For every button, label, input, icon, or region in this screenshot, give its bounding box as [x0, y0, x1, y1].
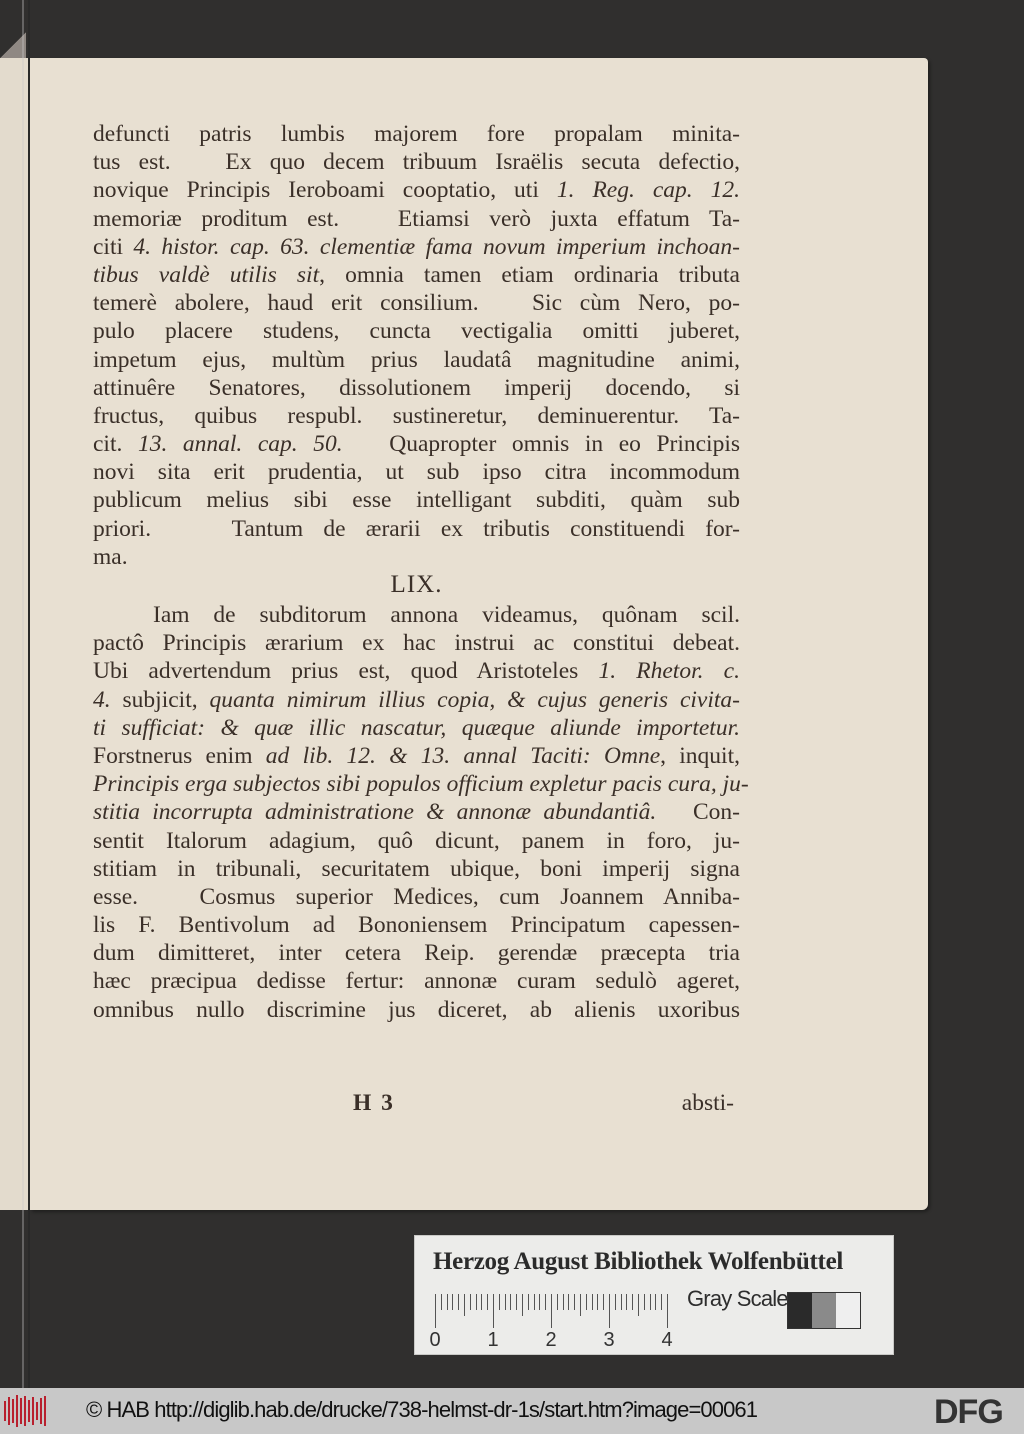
ruler-tick	[609, 1294, 610, 1328]
text-line: stitiam in tribunali, securitatem ubique, boni imperij signa	[93, 855, 740, 882]
ruler-label: 2	[545, 1329, 557, 1351]
text-line: defuncti patris lumbis majorem fore propalam minita-	[93, 121, 740, 147]
text-line: omnibus nullo discrimine jus diceret, ab alienis uxoribus	[93, 996, 740, 1023]
ruler-tick	[574, 1294, 575, 1310]
text-line: novique Principis Ieroboami cooptatio, uti 1. Reg. cap. 12.	[93, 177, 740, 204]
text-line: hæc præcipua dedisse fertur: annonæ curam sedulò ageret,	[93, 968, 740, 995]
ruler-label: 4	[661, 1329, 673, 1351]
ruler-tick	[545, 1294, 546, 1310]
glass-reflection-line	[22, 0, 24, 1388]
ruler-tick	[632, 1294, 633, 1310]
paragraph-section-lix	[93, 601, 749, 1024]
page-text	[93, 120, 749, 1024]
text-line: fructus, quibus respubl. sustineretur, deminuerentur. Ta-	[93, 402, 740, 429]
ruler-tick	[644, 1294, 645, 1310]
text-line: ma.	[93, 543, 128, 570]
ruler-tick	[597, 1294, 598, 1310]
ruler-tick	[499, 1294, 500, 1310]
text-line: sentit Italorum adagium, quô dicunt, panem in foro, ju-	[93, 827, 740, 854]
ruler-tick	[516, 1294, 517, 1310]
ruler-label: 0	[429, 1329, 441, 1351]
ruler-tick	[522, 1294, 523, 1316]
ruler-tick	[487, 1294, 488, 1310]
text-line: lis F. Bentivolum ad Bononiensem Principatum capessen-	[93, 912, 740, 939]
text-line: pactô Principis ærarium ex hac instrui ac constitui debeat.	[93, 630, 740, 657]
ruler-tick	[615, 1294, 616, 1310]
ruler-tick	[510, 1294, 511, 1310]
ruler-tick	[568, 1294, 569, 1310]
ruler-tick	[650, 1294, 651, 1310]
grayscale-swatch	[812, 1293, 836, 1328]
dfg-logo-icon: DFG	[934, 1393, 1003, 1431]
text-line: priori. Tantum de ærarii ex tributis constituendi for-	[93, 515, 740, 542]
ruler-tick	[563, 1294, 564, 1310]
ruler-tick	[528, 1294, 529, 1310]
ruler-tick	[476, 1294, 477, 1310]
text-line: memoriæ proditum est. Etiamsi verò juxta effatum Ta-	[93, 205, 740, 232]
ruler-tick	[505, 1294, 506, 1310]
ruler-tick	[638, 1294, 639, 1316]
text-line: novi sita erit prudentia, ut sub ipso citra incommodum	[93, 459, 740, 486]
ruler-label: 1	[487, 1329, 499, 1351]
ruler-tick	[481, 1294, 482, 1310]
text-line: publicum melius sibi esse intelligant subditi, quàm sub	[93, 487, 740, 514]
book-page	[30, 58, 928, 1210]
text-line: Iam de subditorum annona videamus, quônam scil.	[153, 602, 740, 628]
ruler-tick	[470, 1294, 471, 1310]
ruler-tick	[592, 1294, 593, 1310]
section-heading: LIX.	[390, 571, 443, 598]
text-line: temerè abolere, haud erit consilium. Sic cùm Nero, po-	[93, 290, 740, 317]
ruler-tick	[557, 1294, 558, 1310]
text-line: 4. subjicit, quanta nimirum illius copia, & cujus generis civita-	[93, 686, 740, 713]
ruler-tick	[493, 1294, 494, 1328]
text-line: Ubi advertendum prius est, quod Aristoteles 1. Rhetor. c.	[93, 658, 740, 685]
grayscale-swatch	[788, 1293, 812, 1328]
ruler-tick	[603, 1294, 604, 1310]
grayscale-swatch-strip	[787, 1292, 861, 1329]
ruler-tick	[551, 1294, 552, 1328]
text-line: Principis erga subjectos sibi populos officium expletur pacis cura, ju-	[93, 771, 749, 798]
library-name: Herzog August Bibliothek Wolfenbüttel	[433, 1248, 844, 1275]
text-line: cit. 13. annal. cap. 50. Quapropter omnis in eo Principis	[93, 431, 741, 458]
text-line: impetum ejus, multùm prius laudatâ magnitudine animi,	[93, 346, 740, 373]
ruler-tick	[452, 1294, 453, 1310]
ruler-tick	[441, 1294, 442, 1310]
text-line: attinuêre Senatores, dissolutionem imperij docendo, si	[93, 374, 740, 401]
ruler-tick	[667, 1294, 668, 1328]
ruler-tick	[447, 1294, 448, 1310]
text-line: citi 4. histor. cap. 63. clementiæ fama novum imperium inchoan-	[93, 233, 740, 260]
ruler-tick	[621, 1294, 622, 1310]
paragraph-continued	[93, 120, 740, 571]
copyright-url[interactable]: © HAB http://diglib.hab.de/drucke/738-helmst-dr-1s/start.htm?image=00061	[86, 1397, 758, 1422]
ruler-tick	[534, 1294, 535, 1310]
measurement-ruler	[429, 1294, 675, 1351]
ruler-tick	[626, 1294, 627, 1310]
ruler-label: 3	[603, 1329, 615, 1351]
page-footer-line	[93, 1090, 740, 1120]
viewer-footer	[0, 1388, 1024, 1434]
text-line: esse. Cosmus superior Medices, cum Joannem Anniba-	[93, 883, 740, 910]
text-line: pulo placere studens, cuncta vectigalia omitti juberet,	[93, 318, 740, 345]
catchword: absti-	[681, 1090, 734, 1116]
ruler-tick	[464, 1294, 465, 1316]
text-line: tus est. Ex quo decem tribuum Israëlis secuta defectio,	[93, 149, 740, 176]
ruler-tick	[435, 1294, 436, 1328]
text-line: Forstnerus enim ad lib. 12. & 13. annal Taciti: Omne, inquit,	[93, 742, 740, 769]
ruler-tick	[580, 1294, 581, 1316]
ruler-tick	[458, 1294, 459, 1310]
ruler-tick	[586, 1294, 587, 1310]
hab-logo-icon	[4, 1395, 48, 1427]
signature-mark: H 3	[353, 1090, 395, 1116]
grayscale-swatch	[836, 1293, 860, 1328]
text-line: tibus valdè utilis sit, omnia tamen etiam ordinaria tributa	[93, 261, 740, 288]
grayscale-label: Gray Scale	[687, 1286, 788, 1311]
ruler-tick	[661, 1294, 662, 1310]
text-line: stitia incorrupta administratione & annonæ abundantiâ. Con-	[93, 799, 741, 826]
ruler-tick	[655, 1294, 656, 1310]
text-line: ti sufficiat: & quæ illic nascatur, quæque aliunde importetur.	[93, 714, 740, 741]
ruler-tick	[539, 1294, 540, 1310]
color-calibration-card	[414, 1235, 894, 1355]
text-line: dum dimitteret, inter cetera Reip. gerendæ præcepta tria	[93, 940, 740, 967]
